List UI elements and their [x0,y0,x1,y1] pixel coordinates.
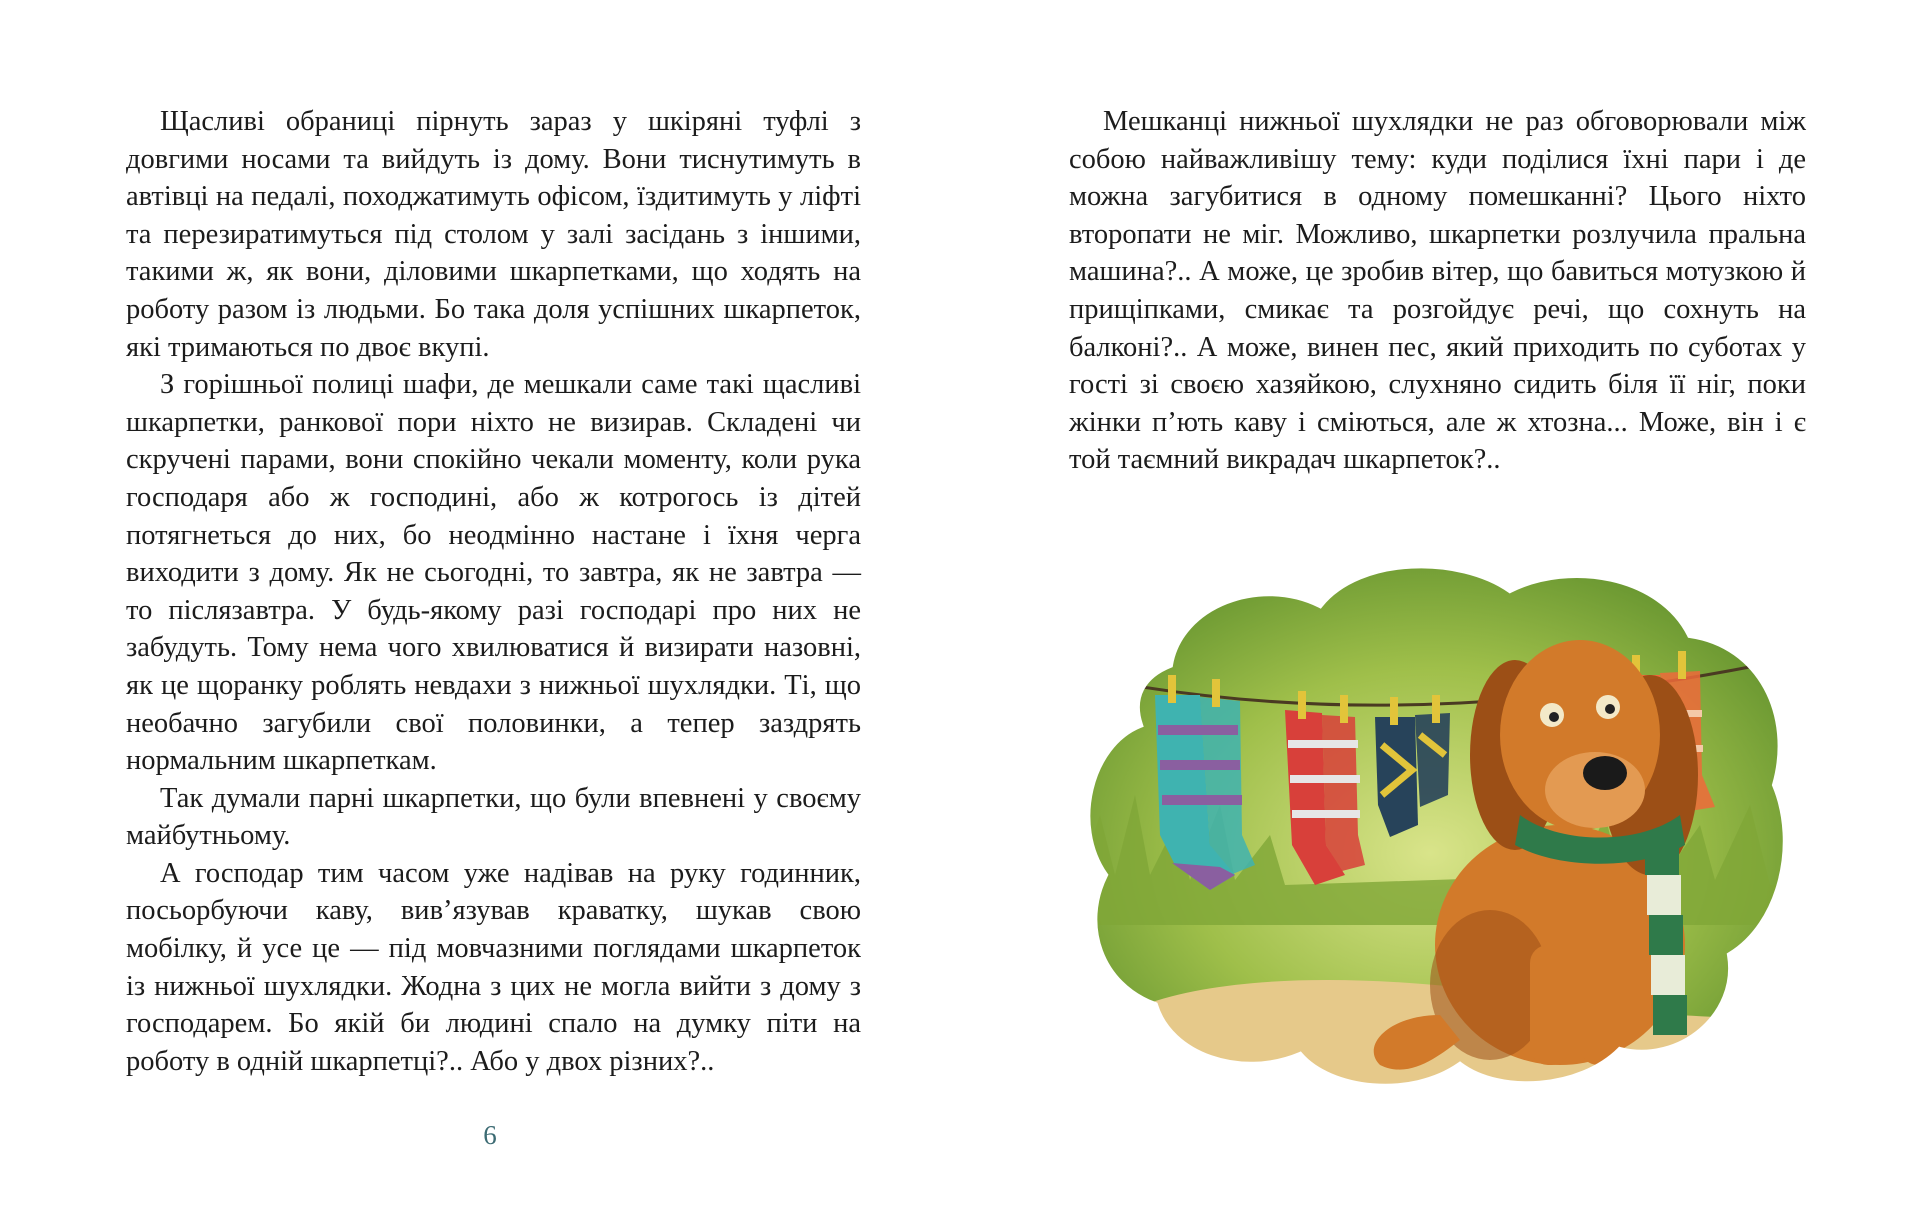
illustration-shape [1580,945,1620,1065]
illustration-shape [1432,695,1440,723]
illustration-shape [1390,697,1398,725]
paragraph: А господар тим часом уже надівав на руку годинник, посьорбуючи каву, вив’язував краватку, шукав свою мобілку, й усе це — під мовчазними поглядами шкарпеток із нижньої шухлядки. Жодна з цих не могла вийти з дому з господарем. Бо якій би людині спало на думку піти на роботу в одній шкарпетці?.. Або у двох різних?.. [126,857,861,1077]
illustration-shape [1415,713,1450,807]
illustration-shape [1649,915,1683,955]
illustration-shape [1212,679,1220,707]
right-page-text [1069,103,1806,479]
page-number: 6 [483,1120,497,1150]
dog-illustration [1060,545,1800,1105]
illustration-shape [1168,675,1176,703]
illustration-shape [1288,740,1358,748]
paragraph: Мешканці нижньої шухлядки не раз обговорювали між собою найважливішу тему: куди поділися їхні пари і де можна загубитися в одному помешканні? Цього ніхто второпати не міг. Можливо, шкарпетки розлучила пральна машина?.. А може, це зробив вітер, що бавиться мотузкою й прищіпками, смикає та розгойдує речі, що сохнуть на балконі?.. А може, винен пес, який приходить по суботах у гості зі своєю хазяйкою, слухняно сидить біля її ніг, поки жінки п’ють каву і сміються, але ж хтозна... Може, він і є той таємний викрадач шкарпеток?.. [1069,106,1806,476]
illustration-shape [1340,695,1348,723]
illustration-shape [1530,945,1570,1065]
illustration-shape [1647,875,1681,915]
illustration-shape [1651,955,1685,995]
illustration-shape [1290,775,1360,783]
illustration-shape [1292,810,1360,818]
illustration-shape [1298,691,1306,719]
illustration-shape [1162,795,1242,805]
illustration-shape [1158,725,1238,735]
illustration-shape [1653,995,1687,1035]
illustration-shape [1605,704,1615,714]
illustration-shape [1583,756,1627,790]
paragraph: З горішньої полиці шафи, де мешкали саме такі щасливі шкарпетки, ранкової пори ніхто не визирав. Складені чи скручені парами, вони спокійно чекали моменту, коли рука господаря або ж господині, або ж котрогось із дітей потягнеться до них, бо неодмінно настане і їхня черга виходити з дому. Як не сьогодні, то завтра, як не завтра — то післязавтра. У будь-якому разі господарі про них не забудуть. Тому нема чого хвилюватися й визирати назовні, як це щоранку роблять невдахи з нижньої шухлядки. Ті, що необачно загубили свої половинки, а тепер заздрять нормальним шкарпеткам. [126,369,861,777]
illustration-shape [1645,835,1679,875]
illustration-shape [1549,712,1559,722]
illustration-shape [1160,760,1240,770]
paragraph: Щасливі обраниці пірнуть зараз у шкіряні туфлі з довгими носами та вийдуть із дому. Вони тиснутимуть в автівці на педалі, походжатимуть офісом, їздитимуть у ліфті та перезиратимуться під столом у залі засідань з іншими, такими ж, як вони, діловими шкарпетками, що ходять на роботу разом із людьми. Бо така доля успішних шкарпеток, які тримаються по двоє вкупі. [126,106,861,363]
paragraph: Так думали парні шкарпетки, що були впевнені у своєму майбутньому. [126,782,861,852]
left-page-text [126,103,861,1080]
illustration-shape [1678,651,1686,679]
